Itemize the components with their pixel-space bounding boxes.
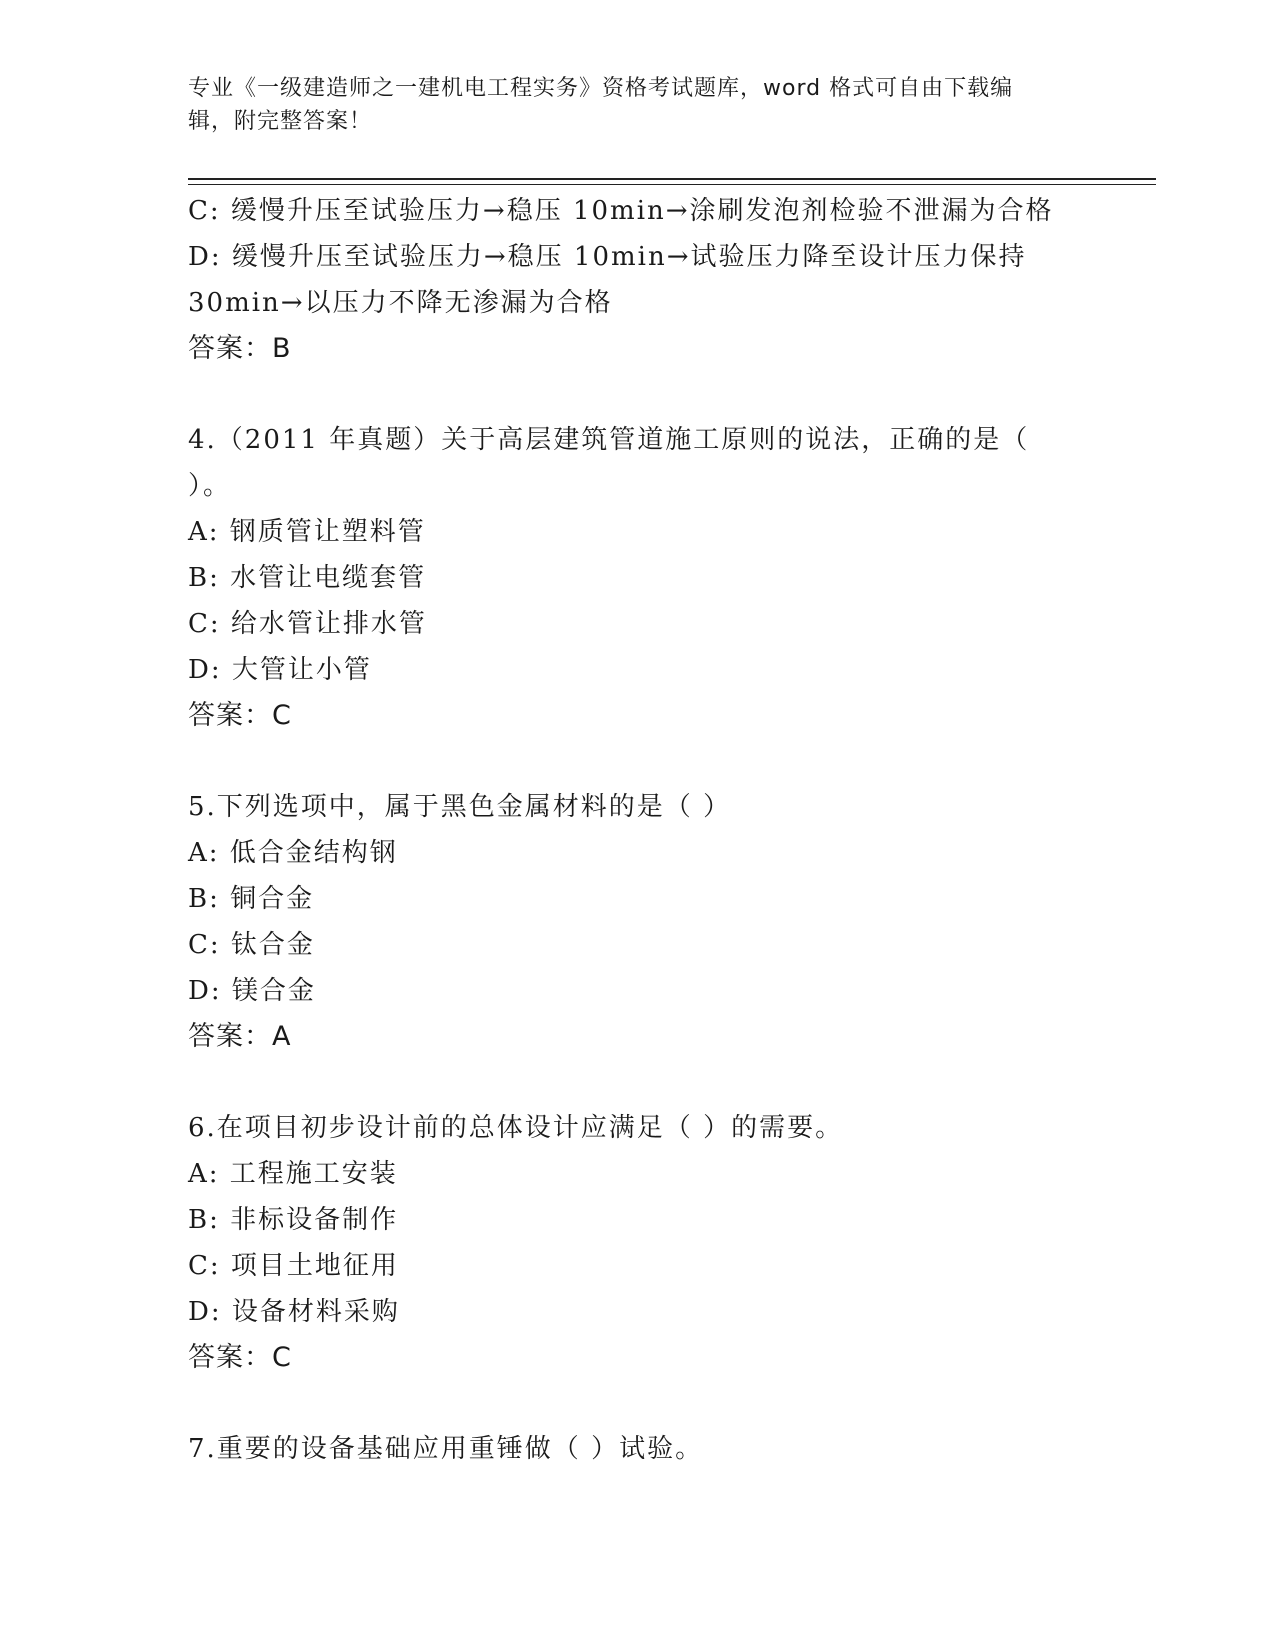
question-3-continued bbox=[188, 188, 1068, 372]
option-d: D: 镁合金 bbox=[188, 976, 316, 1006]
answer-line: 答案：B bbox=[188, 333, 292, 364]
option-d: D: 设备材料采购 bbox=[188, 1297, 400, 1327]
header-divider-thin bbox=[188, 184, 1156, 185]
option-c: C: 给水管让排水管 bbox=[188, 609, 427, 639]
option-a: A: 工程施工安装 bbox=[188, 1159, 398, 1189]
spacer bbox=[188, 1060, 1068, 1105]
question-text-continued: ）。 bbox=[188, 471, 232, 501]
question-6 bbox=[188, 1105, 1068, 1381]
option-b: B: 铜合金 bbox=[188, 884, 315, 914]
option-a: A: 钢质管让塑料管 bbox=[188, 517, 426, 547]
answer-line: 答案：A bbox=[188, 1021, 292, 1052]
question-4 bbox=[188, 417, 1068, 739]
option-c: C: 项目土地征用 bbox=[188, 1251, 399, 1281]
option-d: D: 大管让小管 bbox=[188, 655, 372, 685]
question-text: 6.在项目初步设计前的总体设计应满足（ ）的需要。 bbox=[188, 1113, 844, 1143]
option-d: D: 缓慢升压至试验压力→稳压 10min→试验压力降至设计压力保持 bbox=[188, 242, 1027, 272]
option-c: C: 钛合金 bbox=[188, 930, 315, 960]
question-7 bbox=[188, 1426, 1068, 1472]
question-5 bbox=[188, 784, 1068, 1060]
option-d-continued: 30min→以压力不降无渗漏为合格 bbox=[188, 288, 613, 318]
header-divider-thick bbox=[188, 178, 1156, 180]
spacer bbox=[188, 739, 1068, 784]
option-b: B: 非标设备制作 bbox=[188, 1205, 399, 1235]
spacer bbox=[188, 1381, 1068, 1426]
question-text: 4.（2011 年真题）关于高层建筑管道施工原则的说法，正确的是（ bbox=[188, 425, 1030, 455]
option-b: B: 水管让电缆套管 bbox=[188, 563, 427, 593]
document-header bbox=[188, 72, 1068, 138]
answer-line: 答案：C bbox=[188, 700, 292, 731]
question-text: 5.下列选项中，属于黑色金属材料的是（ ） bbox=[188, 792, 732, 822]
option-a: A: 低合金结构钢 bbox=[188, 838, 398, 868]
option-c: C: 缓慢升压至试验压力→稳压 10min→涂刷发泡剂检验不泄漏为合格 bbox=[188, 196, 1054, 226]
answer-line: 答案：C bbox=[188, 1342, 292, 1373]
question-content bbox=[188, 188, 1068, 1472]
spacer bbox=[188, 372, 1068, 417]
header-line-1: 专业《一级建造师之一建机电工程实务》资格考试题库，word 格式可自由下载编 bbox=[188, 76, 1014, 101]
header-line-2: 辑，附完整答案！ bbox=[188, 109, 373, 134]
question-text: 7.重要的设备基础应用重锤做（ ）试验。 bbox=[188, 1434, 704, 1464]
